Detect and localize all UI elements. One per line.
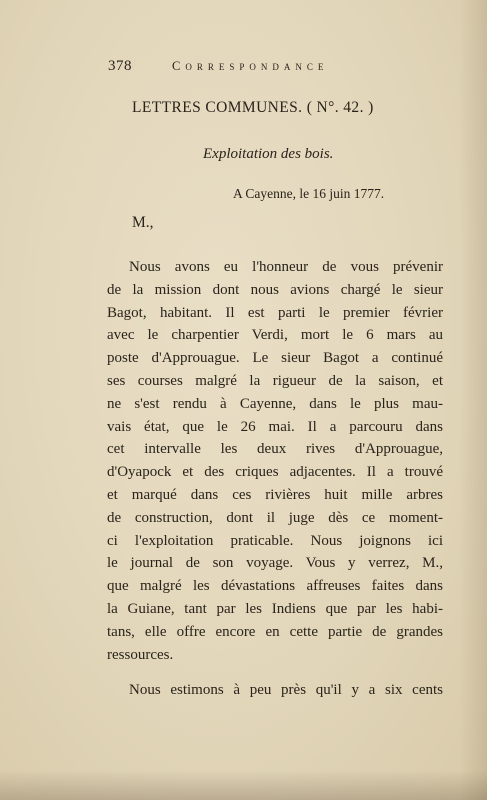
body-line: de construction, dont il juge dès ce moment- [107,509,443,526]
page-number: 378 [108,58,132,74]
dateline: A Cayenne, le 16 juin 1777. [233,186,385,201]
body-line: ne s'est rendu à Cayenne, dans le plus mau- [107,395,443,412]
body-line: la Guiane, tant par les Indiens que par les habi- [107,600,443,617]
running-head: Correspondance [172,59,329,73]
letter-subtitle: Exploitation des bois. [203,146,334,162]
body-line: Bagot, habitant. Il est parti le premier février [107,304,443,321]
section-title: LETTRES COMMUNES. ( N°. 42. ) [132,99,374,116]
body-line: tans, elle offre encore en cette partie de grandes [107,623,443,640]
body-line: Nous avons eu l'honneur de vous prévenir [129,259,443,275]
body-line: ci l'exploitation praticable. Nous joignons ici [107,532,443,549]
body-line: cet intervalle les deux rives d'Approuague, [107,441,443,458]
body-line: de la mission dont nous avions chargé le sieur [107,281,443,298]
body-line: Nous estimons à peu près qu'il y a six cents [129,682,443,699]
body-line: avec le charpentier Verdi, mort le 6 mars au [107,327,443,344]
salutation: M., [132,214,154,231]
page-edge-shadow [459,0,487,800]
body-line: ses courses malgré la rigueur de la saison, et [107,372,443,389]
body-line: et marqué dans ces rivières huit mille arbres [107,486,443,503]
page-bottom-shadow [0,770,487,800]
body-line: d'Oyapock et des criques adjacentes. Il a trouvé [107,464,443,481]
page-header [108,58,438,80]
paragraph-gap [107,666,443,679]
letter-body [107,256,443,702]
body-line: ressources. [107,646,174,663]
body-line: vais état, que le 26 mai. Il a parcouru dans [107,418,443,435]
body-line: poste d'Approuague. Le sieur Bagot a continué [107,350,443,367]
body-line: que malgré les dévastations affreuses faites dans [107,578,443,595]
body-line: le journal de son voyage. Vous y verrez, M., [107,555,443,572]
